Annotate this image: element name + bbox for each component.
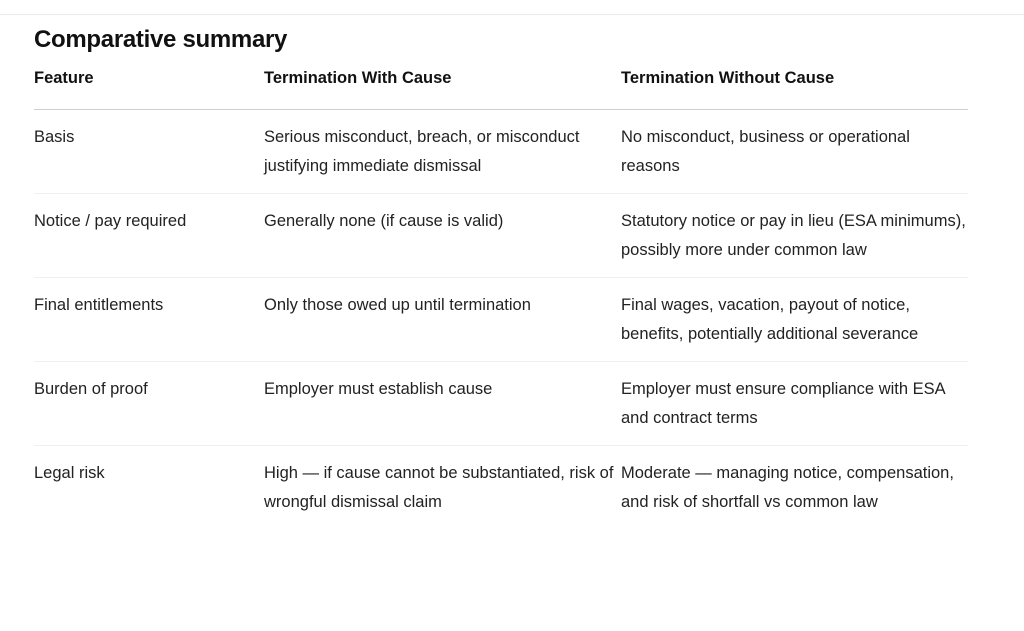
- row-feature: Burden of proof: [34, 362, 264, 446]
- row-feature: Final entitlements: [34, 278, 264, 362]
- row-without-cause: Final wages, vacation, payout of notice, benefits, potentially additional severance: [621, 278, 968, 362]
- table-header-row: [34, 68, 968, 110]
- table-row: [34, 110, 968, 194]
- row-with-cause: Generally none (if cause is valid): [264, 194, 621, 278]
- row-without-cause: Moderate — managing notice, compensation, and risk of shortfall vs common law: [621, 464, 954, 511]
- row-without-cause: Employer must ensure compliance with ESA and contract terms: [621, 362, 968, 446]
- comparative-summary-section: [34, 22, 968, 529]
- row-with-cause: Serious misconduct, breach, or misconduct justifying immediate dismissal: [264, 110, 621, 194]
- top-divider: [0, 14, 1024, 15]
- row-feature: Notice / pay required: [34, 194, 264, 278]
- row-without-cause: Statutory notice or pay in lieu (ESA minimums), possibly more under common law: [621, 194, 968, 278]
- row-without-cause: No misconduct, business or operational reasons: [621, 110, 968, 194]
- row-with-cause: Only those owed up until termination: [264, 278, 621, 362]
- header-feature: Feature: [34, 68, 264, 110]
- header-with-cause: Termination With Cause: [264, 68, 621, 110]
- comparison-table: [34, 68, 968, 529]
- row-with-cause: High — if cause cannot be substantiated, risk of wrongful dismissal claim: [264, 464, 614, 511]
- row-with-cause: Employer must establish cause: [264, 362, 621, 446]
- row-feature: Basis: [34, 110, 264, 194]
- header-without-cause: Termination Without Cause: [621, 68, 968, 110]
- table-row: [34, 362, 968, 446]
- row-feature: Legal risk: [34, 464, 105, 482]
- section-heading: Comparative summary: [34, 26, 288, 53]
- table-row: [34, 194, 968, 278]
- table-row: [34, 278, 968, 362]
- table-row: [34, 446, 968, 530]
